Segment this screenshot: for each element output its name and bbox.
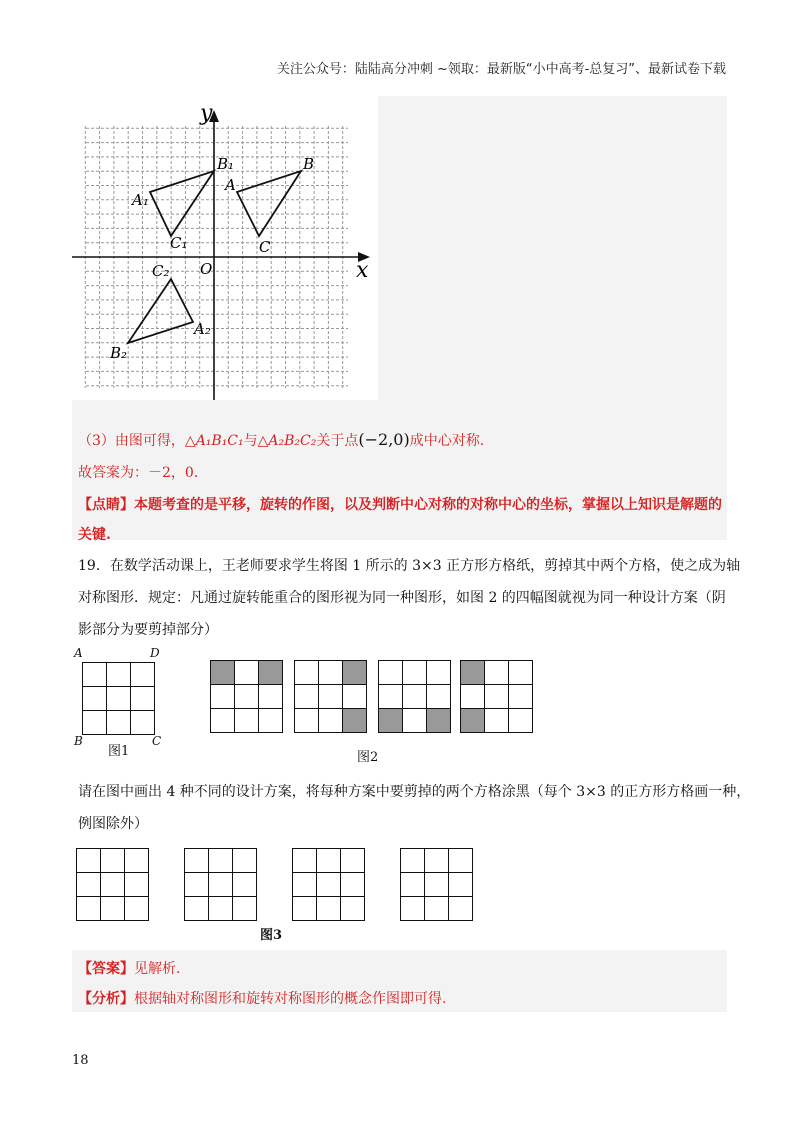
label-b1: B₁ [217, 155, 235, 173]
corner-c: C [152, 734, 162, 748]
label-b: B [303, 155, 315, 173]
solution-part3: （3）由图可得，△A₁B₁C₁与△A₂B₂C₂关于点(−2,0)成中心对称. [78, 430, 485, 449]
corner-b: B [74, 734, 83, 748]
q19-analysis: 【分析】根据轴对称图形和旋转对称图形的概念作图即可得. [78, 991, 447, 1007]
figure-3-label: 图3 [260, 928, 283, 943]
figure-3 [76, 848, 486, 948]
solution-answer: 故答案为：－2，0. [78, 465, 199, 481]
page-number: 18 [72, 1053, 89, 1068]
label-a: A [225, 176, 236, 194]
q19-answer: 【答案】见解析. [78, 961, 181, 977]
triangle-a1b1c1 [150, 171, 214, 236]
corner-d: D [150, 646, 160, 660]
figure-1-label: 图1 [108, 744, 130, 759]
origin-label: O [200, 260, 213, 278]
x-axis-label: x [356, 258, 369, 283]
triangle-abc [237, 171, 301, 236]
label-a2: A₂ [194, 320, 211, 338]
figure-2 [210, 660, 540, 770]
page-header: 关注公众号：陆陆高分冲刺 ~领取：最新版“小中高考-总复习”、最新试卷下载 [276, 62, 726, 77]
figure-1 [72, 646, 172, 759]
figure-2-label: 图2 [357, 750, 379, 765]
q19-task: 请在图中画出 4 种不同的设计方案，将每种方案中要剪掉的两个方格涂黑（每个 3×3 的正方形方格画一种， 例图除外） [78, 784, 751, 832]
corner-a: A [74, 646, 83, 660]
label-c1: C₁ [170, 234, 188, 252]
label-a1: A₁ [132, 191, 149, 209]
triangle-a2b2c2 [128, 279, 193, 343]
label-c: C [259, 238, 271, 256]
label-b2: B₂ [110, 344, 128, 362]
y-axis-label: y [200, 101, 213, 126]
q19-text: 19．在数学活动课上，王老师要求学生将图 1 所示的 3×3 正方形方格纸，剪掉其中两个方格，使之成为轴 对称图形．规定：凡通过旋转能重合的图形视为同一种图形，如图 2 的四幅图就视为同一种设计方案（阴 影部分为要剪掉部分） [78, 558, 741, 638]
coordinate-graph [72, 96, 378, 400]
label-c2: C₂ [152, 262, 170, 280]
solution-comment: 【点睛】本题考查的是平移，旋转的作图，以及判断中心对称的对称中心的坐标，掌握以上知识是解题的 关键. [78, 497, 722, 543]
